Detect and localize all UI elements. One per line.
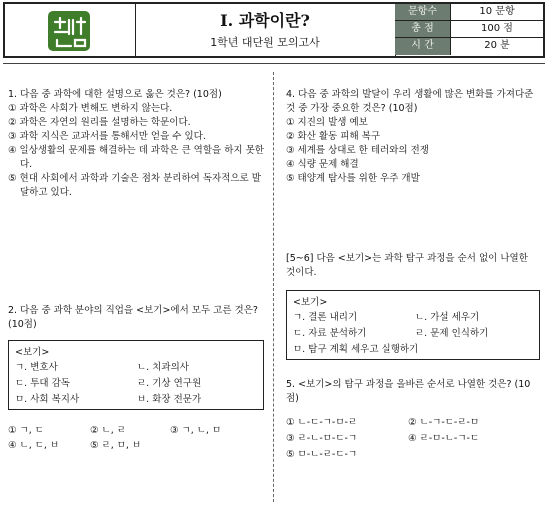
answer-option[interactable]: ③ 과학 지식은 교과서를 통해서만 얻을 수 있다. [8,131,206,142]
school-logo [47,10,91,52]
title-area [135,4,396,56]
info-label: 총 점 [395,21,451,37]
box-item: ㄷ. 자료 분석하기 [293,328,367,339]
choice[interactable]: ⑤ ㅁ-ㄴ-ㄹ-ㄷ-ㄱ [286,449,358,460]
info-value: 20 분 [484,40,510,51]
info-label: 시 간 [395,38,451,55]
box-title: <보기> [15,347,50,358]
box-item: ㄹ. 기상 연구원 [137,378,202,389]
question-4 [286,88,540,186]
choice[interactable]: ② ㄴ, ㄹ [90,425,126,436]
answer-option[interactable]: ④ 식량 문제 해결 [286,159,359,170]
header-rule [3,63,545,64]
answer-option[interactable]: ① 과학은 사회가 변해도 변하지 않는다. [8,103,173,114]
exam-info-table [395,4,543,56]
info-row-count [395,4,543,21]
info-label: 문항수 [395,4,451,20]
info-value: 100 점 [481,23,513,34]
bogi-box-q5-6 [286,290,540,360]
question-1 [8,88,266,200]
question-stem: 4. 다음 중 과학의 발달이 우리 생활에 많은 변화를 가져다준 것 중 가장 중요한 것은? (10점) [286,89,534,114]
answer-option[interactable]: ⑤ 현대 사회에서 과학과 기술은 점차 분리하여 독자적으로 발달하고 있다. [8,173,261,198]
box-item: ㅂ. 화장 전문가 [137,394,202,405]
box-item: ㅁ. 탐구 계획 세우고 실행하기 [293,344,419,355]
choice[interactable]: ① ㄴ-ㄷ-ㄱ-ㅁ-ㄹ [286,417,358,428]
box-item: ㄱ. 변호사 [15,362,58,373]
answer-option[interactable]: ① 지진의 발생 예보 [286,117,368,128]
bogi-box-q2 [8,340,264,410]
choice[interactable]: ④ ㄹ-ㅁ-ㄴ-ㄱ-ㄷ [408,433,480,444]
box-item: ㄴ. 가설 세우기 [415,312,480,323]
question-2 [8,304,266,332]
column-divider [273,72,274,502]
answer-option[interactable]: ② 과학은 자연의 원리를 설명하는 학문이다. [8,117,191,128]
answer-option[interactable]: ④ 일상생활의 문제를 해결하는 데 과학은 큰 역할을 하지 못한다. [8,145,264,170]
info-row-time [395,38,543,55]
box-item: ㄱ. 결론 내리기 [293,312,358,323]
question-stem: 2. 다음 중 과학 분야의 직업을 <보기>에서 모두 고른 것은? (10점) [8,305,258,330]
box-item: ㄷ. 투대 감독 [15,378,70,389]
choice[interactable]: ⑤ ㄹ, ㅁ, ㅂ [90,440,142,451]
exam-header [3,2,545,58]
info-row-score [395,21,543,38]
choice[interactable]: ① ㄱ, ㄷ [8,425,44,436]
question-stem: 1. 다음 중 과학에 대한 설명으로 옳은 것은? (10점) [8,89,222,100]
choice[interactable]: ② ㄴ-ㄱ-ㄷ-ㄹ-ㅁ [408,417,480,428]
question-5 [286,378,540,406]
question-stem: 5. <보기>의 탐구 과정을 올바른 순서로 나열한 것은? (10점) [286,379,531,404]
exam-subtitle: 1학년 대단원 모의고사 [210,36,320,49]
box-title: <보기> [293,297,328,308]
box-item: ㅁ. 사회 복지사 [15,394,80,405]
question-5-6-intro [286,252,540,280]
box-item: ㄹ. 문제 인식하기 [415,328,489,339]
logo-area [5,4,136,56]
answer-option[interactable]: ⑤ 태양계 탐사를 위한 우주 개발 [286,173,420,184]
choice[interactable]: ③ ㄱ, ㄴ, ㅁ [170,425,222,436]
info-value: 10 문항 [479,6,515,17]
choice[interactable]: ④ ㄴ, ㄷ, ㅂ [8,440,60,451]
box-item: ㄴ. 치과의사 [137,362,189,373]
answer-option[interactable]: ② 화산 활동 피해 복구 [286,131,381,142]
question-stem: [5~6] 다음 <보기>는 과학 탐구 과정을 순서 없이 나열한 것이다. [286,253,528,278]
choice[interactable]: ③ ㄹ-ㄴ-ㅁ-ㄷ-ㄱ [286,433,358,444]
answer-option[interactable]: ③ 세계를 상대로 한 테러와의 전쟁 [286,145,429,156]
exam-title: I. 과학이란? [220,11,310,30]
